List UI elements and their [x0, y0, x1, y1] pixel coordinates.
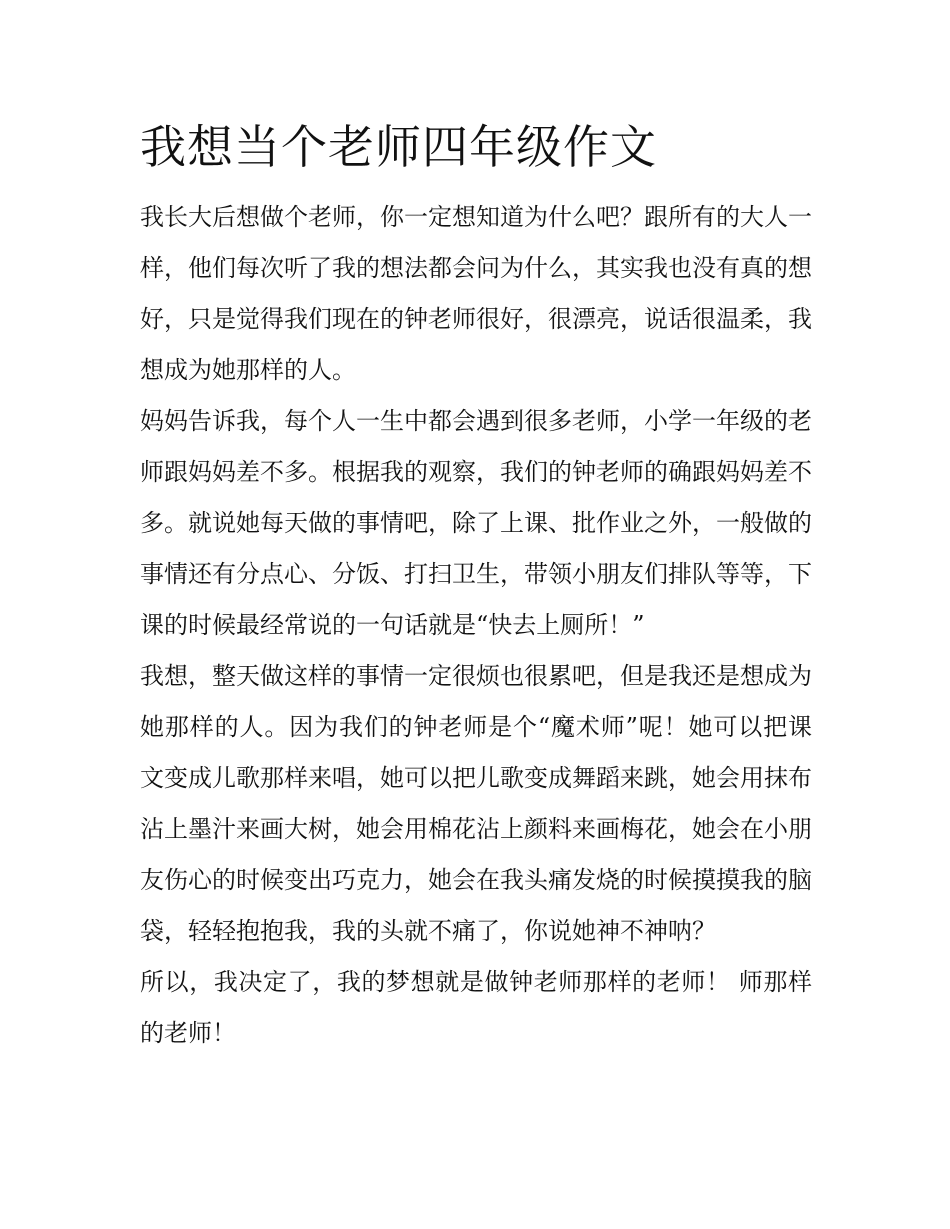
document-page — [140, 112, 812, 1059]
paragraph-1: 我长大后想做个老师，你一定想知道为什么吧？跟所有的大人一样，他们每次听了我的想法都会问为什么，其实我也没有真的想好，只是觉得我们现在的钟老师很好，很漂亮，说话很温柔，我想成为她那样的人。 — [140, 203, 812, 384]
paragraph-3: 我想，整天做这样的事情一定很烦也很累吧，但是我还是想成为她那样的人。因为我们的钟老师是个“魔术师”呢！她可以把课文变成儿歌那样来唱，她可以把儿歌变成舞蹈来跳，她会用抹布沾上墨汁来画大树，她会用棉花沾上颜料来画梅花，她会在小朋友伤心的时候变出巧克力，她会在我头痛发烧的时候摸摸我的脑袋，轻轻抱抱我，我的头就不痛了，你说她神不神呐？ — [140, 662, 812, 945]
paragraph-2: 妈妈告诉我，每个人一生中都会遇到很多老师，小学一年级的老师跟妈妈差不多。根据我的观察，我们的钟老师的确跟妈妈差不多。就说她每天做的事情吧，除了上课、批作业之外，一般做的事情还有分点心、分饭、打扫卫生，带领小朋友们排队等等，下课的时候最经常说的一句话就是“快去上厕所！” — [140, 407, 812, 639]
document-body — [140, 192, 812, 1059]
document-title: 我想当个老师四年级作文 — [140, 120, 657, 174]
paragraph-4: 所以，我决定了，我的梦想就是做钟老师那样的老师！ 师那样的老师！ — [140, 968, 812, 1047]
